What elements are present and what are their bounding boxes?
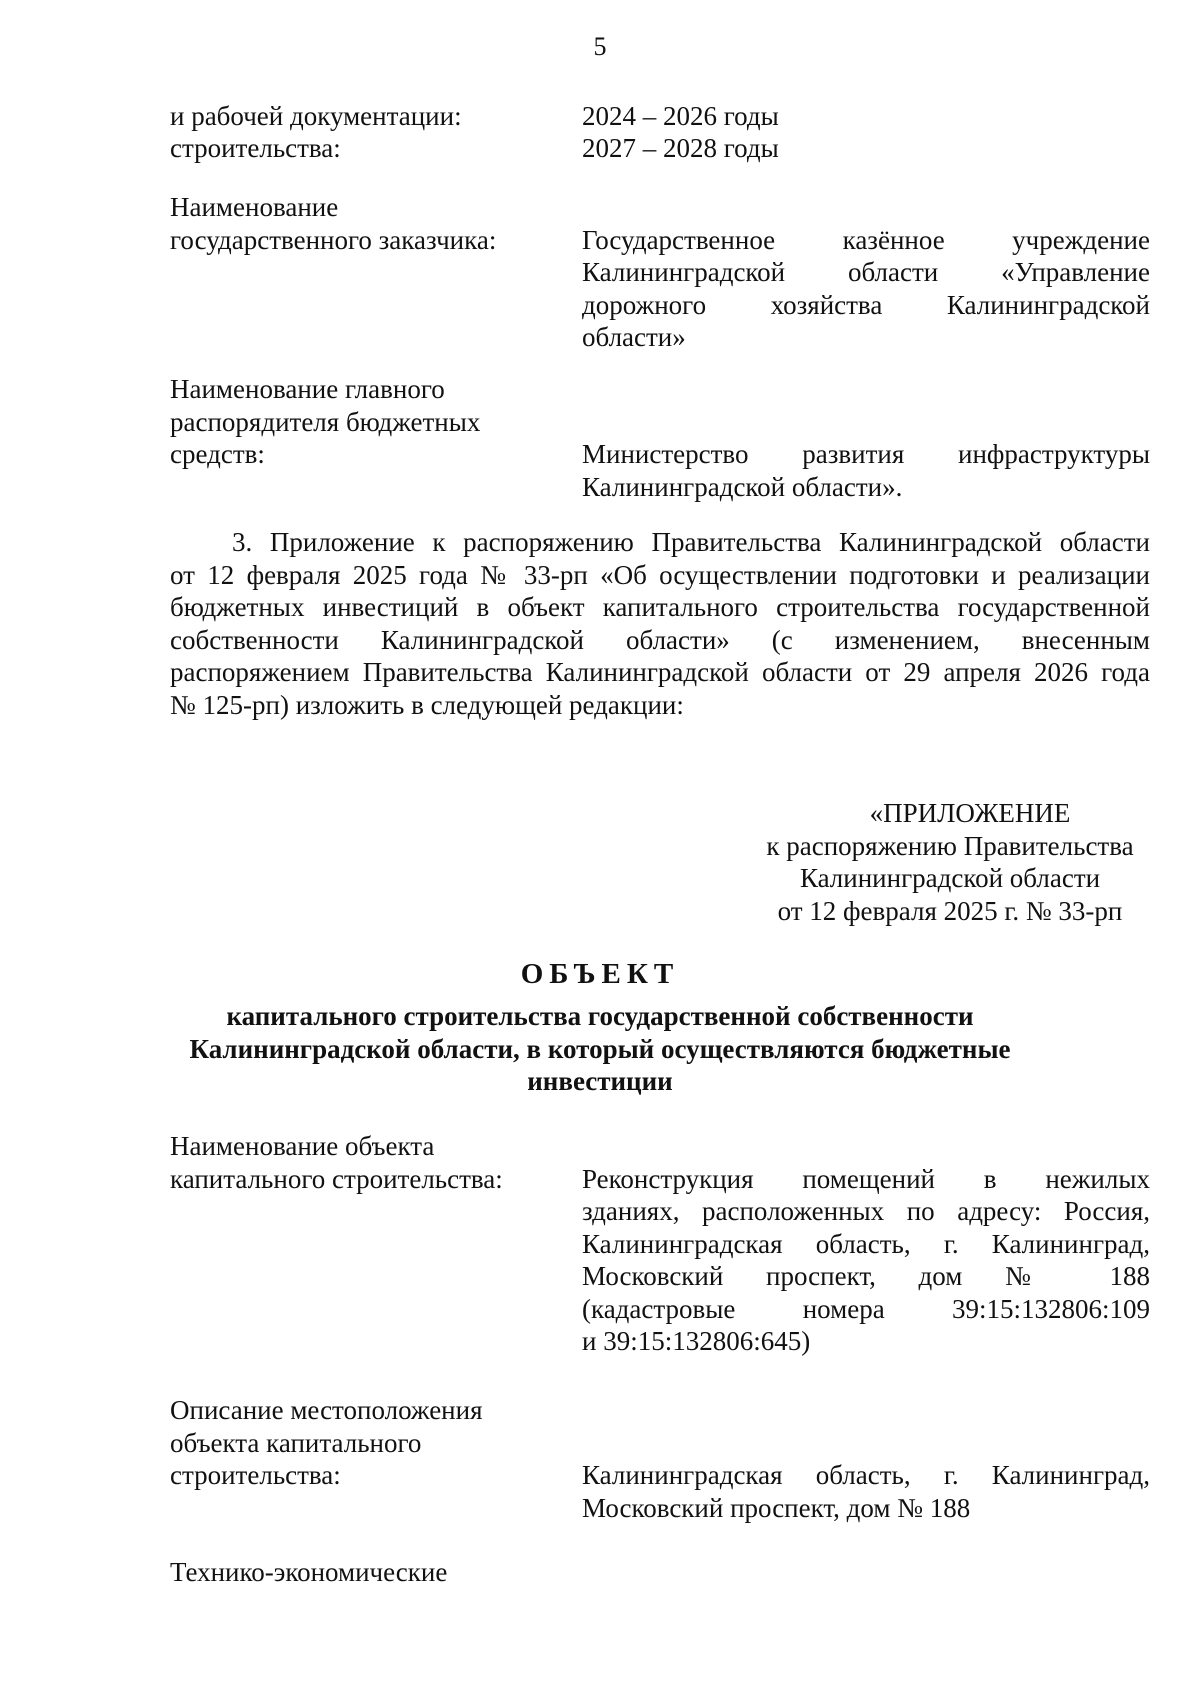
customer-label <box>170 191 560 256</box>
customer-value <box>582 224 1150 354</box>
paragraph-line: от 12 февраля 2025 года № 33-рп «Об осуществлении подготовки и реализации <box>170 559 1150 590</box>
customer-value-line: Государственное казённое учреждение <box>582 224 1150 255</box>
paragraph-line: собственности Калининградской области» (с изменением, внесенным <box>170 624 1150 655</box>
customer-label-line: Наименование <box>170 192 339 222</box>
object-subtitle-line: инвестиции <box>527 1066 673 1096</box>
object-name-label <box>170 1130 560 1195</box>
paragraph-line: 3. Приложение к распоряжению Правительства Калининградской области <box>232 527 1150 557</box>
appendix-line: от 12 февраля 2025 г. № 33-рп <box>777 895 1123 926</box>
object-name-value <box>582 1163 1150 1358</box>
construction-period-value: 2027 – 2028 годы <box>582 133 779 163</box>
location-label-line: строительства: <box>170 1460 341 1490</box>
tech-econ-label: Технико-экономические <box>170 1557 448 1587</box>
location-label <box>170 1394 560 1492</box>
budget-manager-value <box>582 438 1150 503</box>
object-name-value-line: Калининградская область, г. Калининград, <box>582 1228 1150 1259</box>
object-name-label-line: Наименование объекта <box>170 1131 435 1161</box>
object-subtitle-line: Калининградской области, в который осуществляются бюджетные <box>189 1033 1011 1064</box>
appendix-title: «ПРИЛОЖЕНИЕ <box>869 798 1071 828</box>
customer-value-line: дорожного хозяйства Калининградской <box>582 289 1150 320</box>
paragraph-line: бюджетных инвестиций в объект капитального строительства государственной <box>170 592 1150 622</box>
customer-label-line: государственного заказчика: <box>170 224 497 255</box>
object-name-label-line: капитального строительства: <box>170 1163 503 1194</box>
appendix-line: к распоряжению Правительства <box>766 830 1134 861</box>
object-subtitle-line: капитального строительства государственной собственности <box>226 1001 974 1031</box>
budget-manager-label <box>170 373 560 471</box>
object-subtitle <box>0 1000 1200 1098</box>
construction-period-label: строительства: <box>170 133 341 163</box>
appendix-header <box>700 797 1200 927</box>
paragraph-line: № 125-рп) изложить в следующей редакции: <box>170 689 684 720</box>
customer-value-line: области» <box>582 322 686 352</box>
paragraph-3 <box>170 526 1150 721</box>
location-value-line: Калининградская область, г. Калининград, <box>582 1460 1150 1490</box>
design-period-label: и рабочей документации: <box>170 101 462 131</box>
budget-manager-label-line: средств: <box>170 439 265 469</box>
object-name-value-line: Московский проспект, дом № 188 <box>582 1261 1150 1291</box>
location-value-line: Московский проспект, дом № 188 <box>582 1492 971 1523</box>
customer-value-line: Калининградской области «Управление <box>582 257 1150 287</box>
page-number: 5 <box>593 32 607 61</box>
object-name-value-line: зданиях, расположенных по адресу: Россия, <box>582 1196 1150 1226</box>
budget-manager-value-line: Министерство развития инфраструктуры <box>582 439 1150 469</box>
object-name-value-line: Реконструкция помещений в нежилых <box>582 1163 1150 1194</box>
design-period-value: 2024 – 2026 годы <box>582 101 779 131</box>
object-title: ОБЪЕКТ <box>520 958 680 990</box>
budget-manager-value-line: Калининградской области». <box>582 471 903 502</box>
location-label-line: Описание местоположения <box>170 1395 483 1425</box>
budget-manager-label-line: распорядителя бюджетных <box>170 406 481 437</box>
location-value <box>582 1459 1150 1524</box>
budget-manager-label-line: Наименование главного <box>170 374 445 404</box>
object-name-value-line: и 39:15:132806:645) <box>582 1326 811 1356</box>
object-name-value-line: (кадастровые номера 39:15:132806:109 <box>582 1293 1150 1324</box>
location-label-line: объекта капитального <box>170 1427 422 1458</box>
appendix-line: Калининградской области <box>799 863 1101 893</box>
paragraph-line: распоряжением Правительства Калининградской области от 29 апреля 2026 года <box>170 657 1150 687</box>
